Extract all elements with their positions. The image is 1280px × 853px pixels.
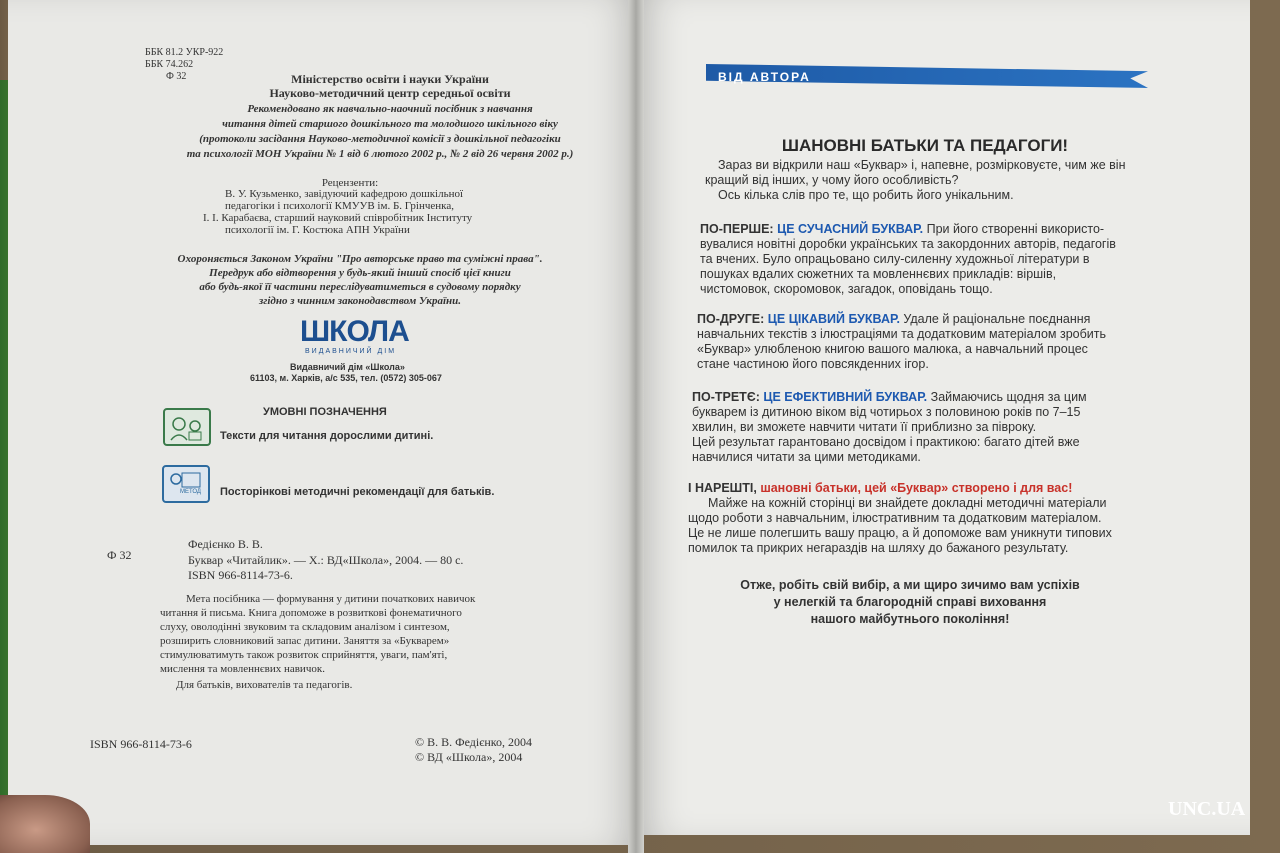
catalog-code: Ф 32 [166,71,187,82]
point-3-line-b: букварем із дитиною віком від чотирьох з половиною років по 7–15 [692,405,1081,419]
recommendation-line-1: Рекомендовано як навчально-наочний посібник з навчання [247,103,533,115]
point-2-lead: ПО-ДРУГЕ: [697,312,765,326]
description-line-3: слуху, оволодінні звуковим та складовим аналізом і синтезом, [160,621,450,633]
reviewer-line-3: І. І. Карабаєва, старший науковий співробітник Інституту [203,212,473,224]
point-4-line-c: Це не лише полегшить вашу працю, а й допоможе вам уникнути типових [688,526,1112,540]
isbn-record: ISBN 966-8114-73-6. [188,568,293,582]
description-line-1: Мета посібника — формування у дитини початкових навичок [186,593,476,605]
publisher-name: Видавничий дім «Школа» [290,362,405,372]
publisher-address: 61103, м. Харків, а/с 535, тел. (0572) 305-067 [250,373,442,383]
catalog-code-bottom: Ф 32 [107,548,132,562]
section-banner-label: ВІД АВТОРА [718,70,811,84]
author-name: Федієнко В. В. [188,537,263,551]
copyright-law-4: згідно з чинним законодавством України. [259,295,461,307]
intro-line-1: Зараз ви відкрили наш «Буквар» і, напевне, розмірковуєте, чим же він [718,158,1126,172]
intro-line-3: Ось кілька слів про те, що робить його унікальним. [718,188,1014,202]
intro-line-2: кращий від інших, у чому його особливість? [705,173,959,187]
legend-item-2: Посторінкові методичні рекомендації для батьків. [220,486,495,498]
description-line-4: розширить словниковий запас дитини. Заняття за «Букварем» [160,635,450,647]
method-icon [162,465,210,503]
center-title: Науково-методичний центр середньої освіти [269,86,511,100]
recommendation-line-3: (протоколи засідання Науково-методичної комісії з дошкільної педагогіки [199,133,561,145]
closing-line-2: у нелегкій та благородній справі виховання [773,595,1047,609]
point-3-highlight: ЦЕ ЕФЕКТИВНИЙ БУКВАР. [763,390,928,404]
legend-title: УМОВНІ ПОЗНАЧЕННЯ [263,406,387,418]
isbn-bottom: ISBN 966-8114-73-6 [90,737,192,751]
reviewer-line-1: В. У. Кузьменко, завідуючий кафедрою дошкільної [225,188,464,200]
method-icon-label: МЕТОД [180,489,201,495]
point-4-line-a: Майже на кожній сторінці ви знайдете докладні методичні матеріали [708,496,1107,510]
point-3-line-c: хвилин, ви зможете навчити читати її приблизно за півроку. [692,420,1037,434]
point-3-line-e: навчилися читати за цими методиками. [692,450,921,464]
closing-line-3: нашого майбутнього покоління! [810,612,1010,626]
reviewers-title: Рецензенти: [321,177,379,189]
point-1-line-b: вувалися новітні доробки українських та закордонних авторів, педагогів [700,237,1116,251]
point-1-heading [700,222,1104,237]
description-line-6: мислення та мовленнєвих навичок. [160,663,325,675]
copyright-author: © В. В. Федієнко, 2004 [415,735,533,749]
point-1-line-e: чистомовок, скоромовок, загадок, оповідань тощо. [700,282,993,296]
description-line-5: стимулюватимуть також розвиток сприйняття, уваги, пам'яті, [160,649,448,661]
point-3-heading [692,390,1087,405]
closing-line-1: Отже, робіть свій вибір, а ми щиро зичимо вам успіхів [740,578,1080,592]
description-line-2: читання й письма. Книга допоможе в розвиткові фонематичного [160,607,462,619]
copyright-law-1: Охороняється Законом України "Про авторське право та суміжні права". [177,253,543,265]
point-4-line-d: помилок та прикрих негараздів на шляху до бажаного результату. [688,541,1069,555]
point-2-line-b: навчальних текстів з ілюстраціями та додатковим матеріалом зробить [697,327,1106,341]
description-line-7: Для батьків, вихователів та педагогів. [176,679,353,691]
point-3-line-d: Цей результат гарантовано досвідом і практикою: багато дітей вже [692,435,1080,449]
point-4-highlight: шановні батьки, цей «Буквар» створено і для вас! [760,481,1073,495]
point-4-heading [688,481,1072,496]
bibliographic-record: Буквар «Читайлик». — Х.: ВД«Школа», 2004. — 80 с. [188,553,464,567]
reading-icon [163,408,211,446]
ministry-title: Міністерство освіти і науки України [291,72,489,86]
recommendation-line-4: та психології МОН України № 1 від 6 лютого 2002 р., № 2 від 26 червня 2002 р.) [186,148,574,160]
point-4-line-b: щодо роботи з навчальним, ілюстративним та додатковим матеріалом. [688,511,1102,525]
publisher-logo-subtitle: ВИДАВНИЧИЙ ДІМ [305,348,397,355]
point-2-line-d: стане частиною його повсякденних ігор. [697,357,929,371]
point-2-text-a: Удале й раціональне поєднання [903,312,1091,326]
point-2-highlight: ЦЕ ЦІКАВИЙ БУКВАР. [767,312,900,326]
point-2-heading [697,312,1090,327]
point-3-lead: ПО-ТРЕТЄ: [692,390,760,404]
point-1-lead: ПО-ПЕРШЕ: [700,222,774,236]
point-4-lead: І НАРЕШТІ, [688,481,757,495]
copyright-publisher: © ВД «Школа», 2004 [415,750,523,764]
publisher-logo: ШКОЛА [300,315,409,348]
point-2-line-c: «Буквар» улюбленою книгою вашого малюка, а навчальний процес [697,342,1088,356]
point-1-text-a: При його створенні використо- [926,222,1105,236]
watermark-logo: UNC.UA [1168,798,1246,820]
bbk-code-2: ББК 74.262 [145,59,194,70]
recommendation-line-2: читання дітей старшого дошкільного та молодшого шкільного віку [222,118,558,130]
point-1-highlight: ЦЕ СУЧАСНИЙ БУКВАР. [777,222,924,236]
point-1-line-d: пошуках вдалих сюжетних та мовленнєвих прикладів: віршів, [700,267,1057,281]
point-1-line-c: та вчених. Було опрацьовано силу-силенну художньої літератури в [700,252,1090,266]
copyright-law-2: Передрук або відтворення у будь-який інший спосіб цієї книги [209,267,511,279]
thumb [0,795,90,853]
point-3-text-a: Займаючись щодня за цим [930,390,1087,404]
bbk-code-1: ББК 81.2 УКР-922 [145,47,224,58]
reviewer-line-2: педагогіки і психології КМУУВ ім. Б. Грінченка, [225,200,454,212]
copyright-law-3: або будь-якої її частини переслідуватиметься в судовому порядку [199,281,521,293]
reviewer-line-4: психології ім. Г. Костюка АПН України [225,224,410,236]
legend-item-1: Тексти для читання дорослими дитині. [220,430,434,442]
page-heading: ШАНОВНІ БАТЬКИ ТА ПЕДАГОГИ! [781,136,1069,155]
